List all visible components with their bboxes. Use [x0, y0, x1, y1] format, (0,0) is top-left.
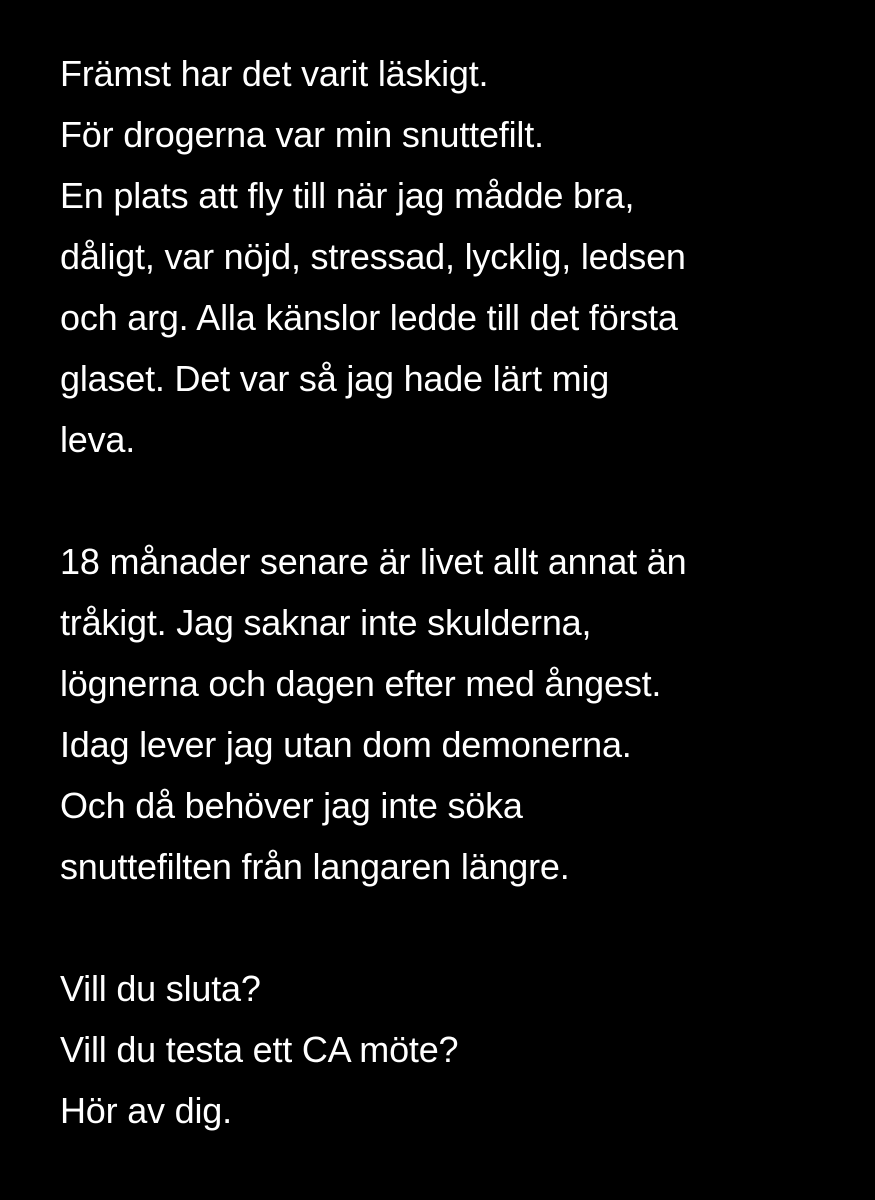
text-line: snuttefilten från langaren längre.	[60, 846, 570, 887]
note-text-body	[60, 43, 860, 1141]
text-line: lögnerna och dagen efter med ångest.	[60, 663, 662, 704]
paragraph-spacer	[60, 897, 860, 958]
text-line: För drogerna var min snuttefilt.	[60, 114, 544, 155]
text-line: och arg. Alla känslor ledde till det första	[60, 297, 678, 338]
text-line: dåligt, var nöjd, stressad, lycklig, ledsen	[60, 236, 686, 277]
text-line: 18 månader senare är livet allt annat än	[60, 541, 687, 582]
text-line: En plats att fly till när jag mådde bra,	[60, 175, 635, 216]
paragraph-2	[60, 531, 860, 897]
text-line: Idag lever jag utan dom demonerna.	[60, 724, 632, 765]
text-line: Vill du sluta?	[60, 968, 261, 1009]
paragraph-spacer	[60, 470, 860, 531]
text-line: glaset. Det var så jag hade lärt mig	[60, 358, 610, 399]
text-line: Vill du testa ett CA möte?	[60, 1029, 459, 1070]
text-line: tråkigt. Jag saknar inte skulderna,	[60, 602, 592, 643]
paragraph-3	[60, 958, 860, 1141]
paragraph-1	[60, 43, 860, 470]
text-line: Främst har det varit läskigt.	[60, 53, 489, 94]
text-line: leva.	[60, 419, 136, 460]
text-line: Och då behöver jag inte söka	[60, 785, 523, 826]
text-line: Hör av dig.	[60, 1090, 232, 1131]
